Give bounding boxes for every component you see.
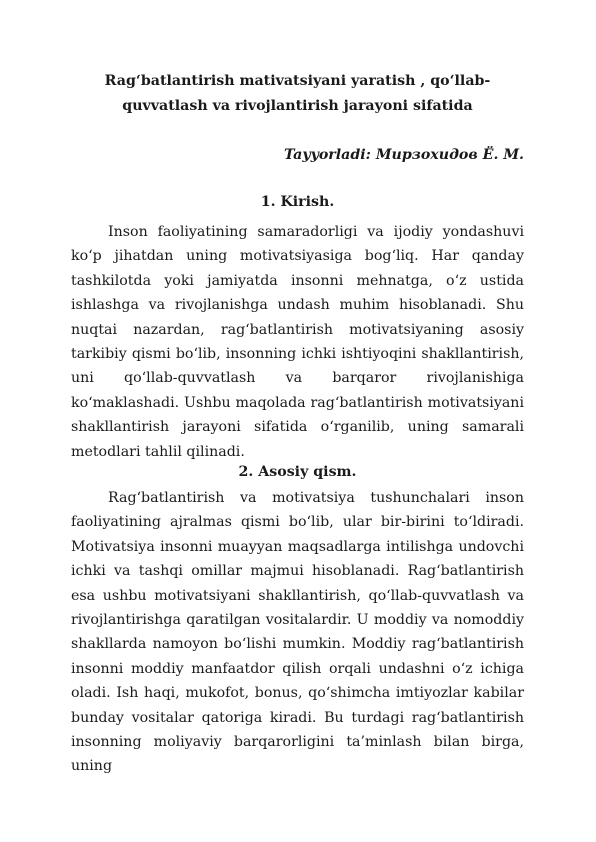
- section-heading-main-part: 2. Asosiy qism.: [238, 464, 357, 480]
- author-line: Tayyorladi: Мирзохидов Ё. М.: [283, 147, 524, 163]
- section-paragraph-main-part: Rag‘batlantirish va motivatsiya tushunchalari inson faoliyatining ajralmas qismi bo‘lib, ular bir-birini to‘ldiradi. Motivatsiya insonni muayyan maqsadlarga intilishga undovchi ichki va tashqi omillar majmui hisoblanadi. Rag‘batlantirish esa ushbu motivatsiyani shakllantirish, qo‘llab-quvvatlash va rivojlantirishga qaratilgan vositalardir. U moddiy va nomoddiy shakllarda namoyon bo‘lishi mumkin. Moddiy rag‘batlantirish insonni moddiy manfaatdor qilish orqali undashni o‘z ichiga oladi. Ish haqi, mukofot, bonus, qo‘shimcha imtiyozlar kabilar bunday vositalar qatoriga kiradi. Bu turdagi rag‘batlantirish insonning moliyaviy barqarorligini ta’minlash bilan birga, uning: [71, 490, 524, 775]
- section-heading-introduction: 1. Kirish.: [260, 194, 335, 210]
- section-paragraph-introduction: Inson faoliyatining samaradorligi va ijodiy yondashuvi ko‘p jihatdan uning motivatsiyasiga bog‘liq. Har qanday tashkilotda yoki jamiyatda insonni mehnatga, o‘z ustida ishlashga va rivojlanishga undash muhim hisoblanadi. Shu nuqtai nazardan, rag‘batlantirish motivatsiyaning asosiy tarkibiy qismi bo‘lib, insonning ichki ishtiyoqini shakllantirish, uni qo‘llab-quvvatlash va barqaror rivojlanishiga ko‘maklashadi. Ushbu maqolada rag‘batlantirish motivatsiyani shakllantirish jarayoni sifatida o‘rganilib, uning samarali metodlari tahlil qilinadi.: [71, 224, 524, 460]
- document-title: Rag‘batlantirish mativatsiyani yaratish , qo‘llab-quvvatlash va rivojlantirish jarayoni sifatida: [104, 73, 491, 114]
